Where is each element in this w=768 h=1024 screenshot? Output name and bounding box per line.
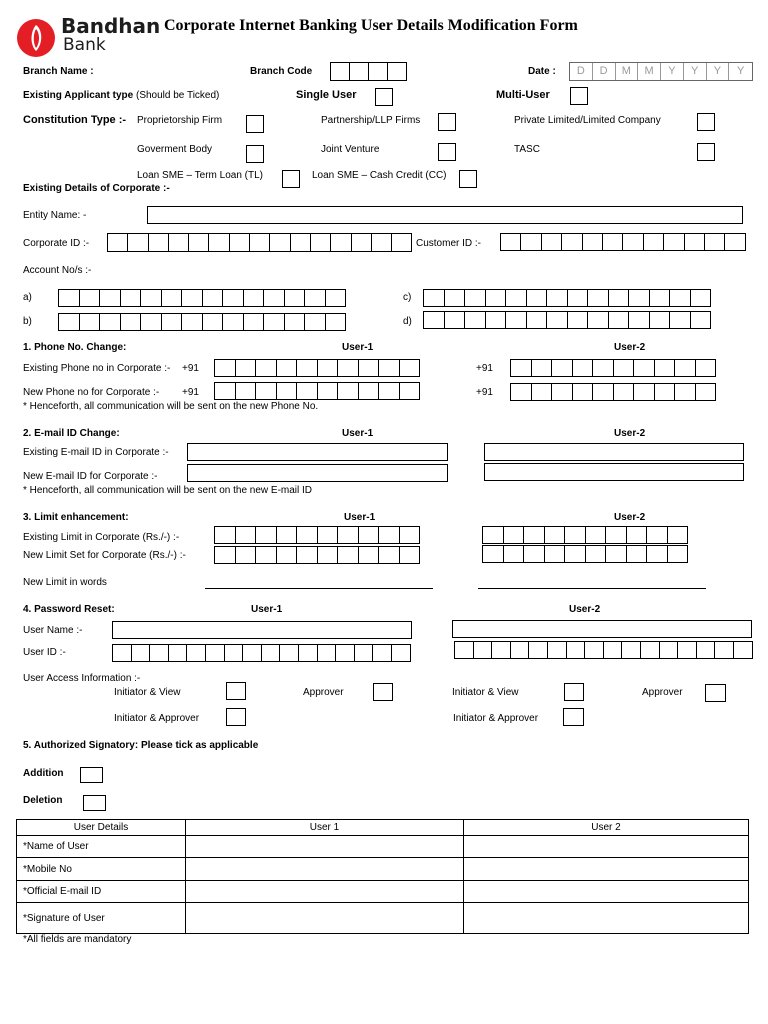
cash-credit-checkbox[interactable] xyxy=(459,170,477,188)
initiator-view-label: Initiator & View xyxy=(114,687,181,698)
initiator-view-label: Initiator & View xyxy=(452,687,519,698)
phone-user2-label: User-2 xyxy=(614,342,646,353)
new-limit-label: New Limit Set for Corporate (Rs./-) :- xyxy=(23,550,186,561)
phone-prefix: +91 xyxy=(182,387,199,398)
user1-approver-checkbox[interactable] xyxy=(373,683,393,701)
table-header-cell: User Details xyxy=(17,820,186,836)
account-d-label: d) xyxy=(403,316,412,327)
multi-user-label: Multi-User xyxy=(496,89,550,101)
brand-name: Bandhan xyxy=(61,14,161,38)
account-c-label: c) xyxy=(403,292,412,303)
entity-name-label: Entity Name: - xyxy=(23,210,87,221)
bandhan-logo-icon xyxy=(16,18,56,58)
existing-limit-label: Existing Limit in Corporate (Rs./-) :- xyxy=(23,532,180,543)
joint-venture-checkbox[interactable] xyxy=(438,143,456,161)
signatory-heading: 5. Authorized Signatory: Please tick as applicable xyxy=(23,740,259,751)
table-row xyxy=(17,881,749,903)
branch-name-label: Branch Name : xyxy=(23,66,94,77)
single-user-label: Single User xyxy=(296,89,357,101)
account-b-label: b) xyxy=(23,316,32,327)
table-header-row xyxy=(17,820,749,836)
limit-words-user1-line[interactable] xyxy=(205,588,433,589)
phone-heading: 1. Phone No. Change: xyxy=(23,342,127,353)
mandatory-footnote: *All fields are mandatory xyxy=(23,934,132,945)
account-b-input[interactable] xyxy=(58,313,346,331)
user-id-label: User ID :- xyxy=(23,647,66,658)
date-digit: D xyxy=(593,63,616,80)
signatory-table xyxy=(16,819,749,934)
applicant-type-label xyxy=(23,90,219,101)
email-heading: 2. E-mail ID Change: xyxy=(23,428,120,439)
addition-label: Addition xyxy=(23,768,64,779)
option-tasc: TASC xyxy=(514,144,540,155)
limit-words-user2-line[interactable] xyxy=(478,588,706,589)
new-email-user1-input[interactable] xyxy=(187,464,448,482)
existing-email-user2-input[interactable] xyxy=(484,443,744,461)
approver-label: Approver xyxy=(303,687,344,698)
entity-name-input[interactable] xyxy=(147,206,743,224)
existing-limit-user1-input[interactable] xyxy=(214,526,420,544)
existing-email-user1-input[interactable] xyxy=(187,443,448,461)
account-d-input[interactable] xyxy=(423,311,711,329)
customer-id-label: Customer ID :- xyxy=(416,238,482,249)
table-row xyxy=(17,836,749,858)
option-proprietorship: Proprietorship Firm xyxy=(137,115,223,126)
user-name-label: User Name :- xyxy=(23,625,83,636)
user2-initiator-approver-checkbox[interactable] xyxy=(563,708,584,726)
private-limited-checkbox[interactable] xyxy=(697,113,715,131)
user2-signature-cell[interactable] xyxy=(464,903,749,934)
phone-prefix: +91 xyxy=(182,363,199,374)
limit-user2-label: User-2 xyxy=(614,512,646,523)
existing-details-heading: Existing Details of Corporate :- xyxy=(23,183,170,194)
option-term-loan: Loan SME – Term Loan (TL) xyxy=(137,170,263,181)
password-user2-label: User-2 xyxy=(569,604,601,615)
user-name-user1-input[interactable] xyxy=(112,621,412,639)
date-digit: D xyxy=(570,63,593,80)
new-limit-user1-input[interactable] xyxy=(214,546,420,564)
user2-mobile-cell[interactable] xyxy=(464,858,749,881)
existing-phone-user1-input[interactable] xyxy=(214,359,420,377)
table-row xyxy=(17,858,749,881)
new-phone-user2-input[interactable] xyxy=(510,383,716,401)
option-cash-credit: Loan SME – Cash Credit (CC) xyxy=(312,170,447,181)
partnership-checkbox[interactable] xyxy=(438,113,456,131)
table-header-cell: User 1 xyxy=(186,820,464,836)
phone-note: * Henceforth, all communication will be sent on the new Phone No. xyxy=(23,401,319,412)
user2-email-cell[interactable] xyxy=(464,881,749,903)
email-user1-label: User-1 xyxy=(342,428,374,439)
option-private-limited: Private Limited/Limited Company xyxy=(514,115,661,126)
new-limit-user2-input[interactable] xyxy=(482,545,688,563)
brand-subname: Bank xyxy=(63,35,106,55)
user1-initiator-approver-checkbox[interactable] xyxy=(226,708,246,726)
table-row xyxy=(17,903,749,934)
date-digit: Y xyxy=(707,63,730,80)
option-government: Goverment Body xyxy=(137,144,213,155)
branch-code-input[interactable] xyxy=(330,62,407,81)
limit-user1-label: User-1 xyxy=(344,512,376,523)
user2-initiator-view-checkbox[interactable] xyxy=(564,683,584,701)
table-header-cell: User 2 xyxy=(464,820,749,836)
phone-prefix: +91 xyxy=(476,363,493,374)
addition-checkbox[interactable] xyxy=(80,767,103,783)
user-name-user2-input[interactable] xyxy=(452,620,752,638)
date-digit: Y xyxy=(736,65,745,77)
user2-name-cell[interactable] xyxy=(464,836,749,858)
proprietorship-checkbox[interactable] xyxy=(246,115,264,133)
user1-name-cell[interactable] xyxy=(186,836,464,858)
row-label: *Signature of User xyxy=(17,903,186,934)
applicant-type-text: Existing Applicant type xyxy=(23,90,134,101)
single-user-checkbox[interactable] xyxy=(375,88,393,106)
phone-prefix: +91 xyxy=(476,387,493,398)
limit-heading: 3. Limit enhancement: xyxy=(23,512,129,523)
email-user2-label: User-2 xyxy=(614,428,646,439)
access-info-label: User Access Information :- xyxy=(23,673,141,684)
applicant-type-note: (Should be Ticked) xyxy=(135,90,220,101)
date-label: Date : xyxy=(528,66,556,77)
account-a-label: a) xyxy=(23,292,32,303)
constitution-label: Constitution Type :- xyxy=(23,114,127,126)
row-label: *Name of User xyxy=(17,836,186,858)
existing-phone-user2-input[interactable] xyxy=(510,359,716,377)
user1-mobile-cell[interactable] xyxy=(186,858,464,881)
initiator-approver-label: Initiator & Approver xyxy=(453,713,539,724)
initiator-approver-label: Initiator & Approver xyxy=(114,713,200,724)
user2-approver-checkbox[interactable] xyxy=(705,684,726,702)
user-id-user2-input[interactable] xyxy=(454,641,753,659)
email-note: * Henceforth, all communication will be sent on the new E-mail ID xyxy=(23,485,313,496)
new-phone-label: New Phone no for Corporate :- xyxy=(23,387,160,398)
row-label: *Official E-mail ID xyxy=(17,881,186,903)
row-label: *Mobile No xyxy=(17,858,186,881)
approver-label: Approver xyxy=(642,687,683,698)
existing-phone-label: Existing Phone no in Corporate :- xyxy=(23,363,171,374)
option-partnership: Partnership/LLP Firms xyxy=(321,115,421,126)
customer-id-input[interactable] xyxy=(500,233,746,251)
date-digit: M xyxy=(616,63,639,80)
new-email-label: New E-mail ID for Corporate :- xyxy=(23,471,158,482)
tasc-checkbox[interactable] xyxy=(697,143,715,161)
account-c-input[interactable] xyxy=(423,289,711,307)
deletion-label: Deletion xyxy=(23,795,63,806)
term-loan-checkbox[interactable] xyxy=(282,170,300,188)
corporate-id-input[interactable] xyxy=(107,233,412,252)
branch-code-label: Branch Code xyxy=(250,66,313,77)
government-checkbox[interactable] xyxy=(246,145,264,163)
limit-words-label: New Limit in words xyxy=(23,577,107,588)
date-digit: Y xyxy=(661,63,684,80)
date-digit: M xyxy=(638,63,661,80)
page-title: Corporate Internet Banking User Details Modification Form xyxy=(164,17,578,34)
password-user1-label: User-1 xyxy=(251,604,283,615)
new-email-user2-input[interactable] xyxy=(484,463,744,481)
deletion-checkbox[interactable] xyxy=(83,795,106,811)
existing-email-label: Existing E-mail ID in Corporate :- xyxy=(23,447,169,458)
new-phone-user1-input[interactable] xyxy=(214,382,420,400)
user1-email-cell[interactable] xyxy=(186,881,464,903)
user1-initiator-view-checkbox[interactable] xyxy=(226,682,246,700)
option-joint-venture: Joint Venture xyxy=(321,144,380,155)
corporate-id-label: Corporate ID :- xyxy=(23,238,90,249)
password-heading: 4. Password Reset: xyxy=(23,604,115,615)
user-id-user1-input[interactable] xyxy=(112,644,411,662)
account-nos-label: Account No/s :- xyxy=(23,265,92,276)
phone-user1-label: User-1 xyxy=(342,342,374,353)
user1-signature-cell[interactable] xyxy=(186,903,464,934)
date-digit: Y xyxy=(684,63,707,80)
multi-user-checkbox[interactable] xyxy=(570,87,588,105)
date-input[interactable] xyxy=(569,62,753,81)
existing-limit-user2-input[interactable] xyxy=(482,526,688,544)
account-a-input[interactable] xyxy=(58,289,346,307)
